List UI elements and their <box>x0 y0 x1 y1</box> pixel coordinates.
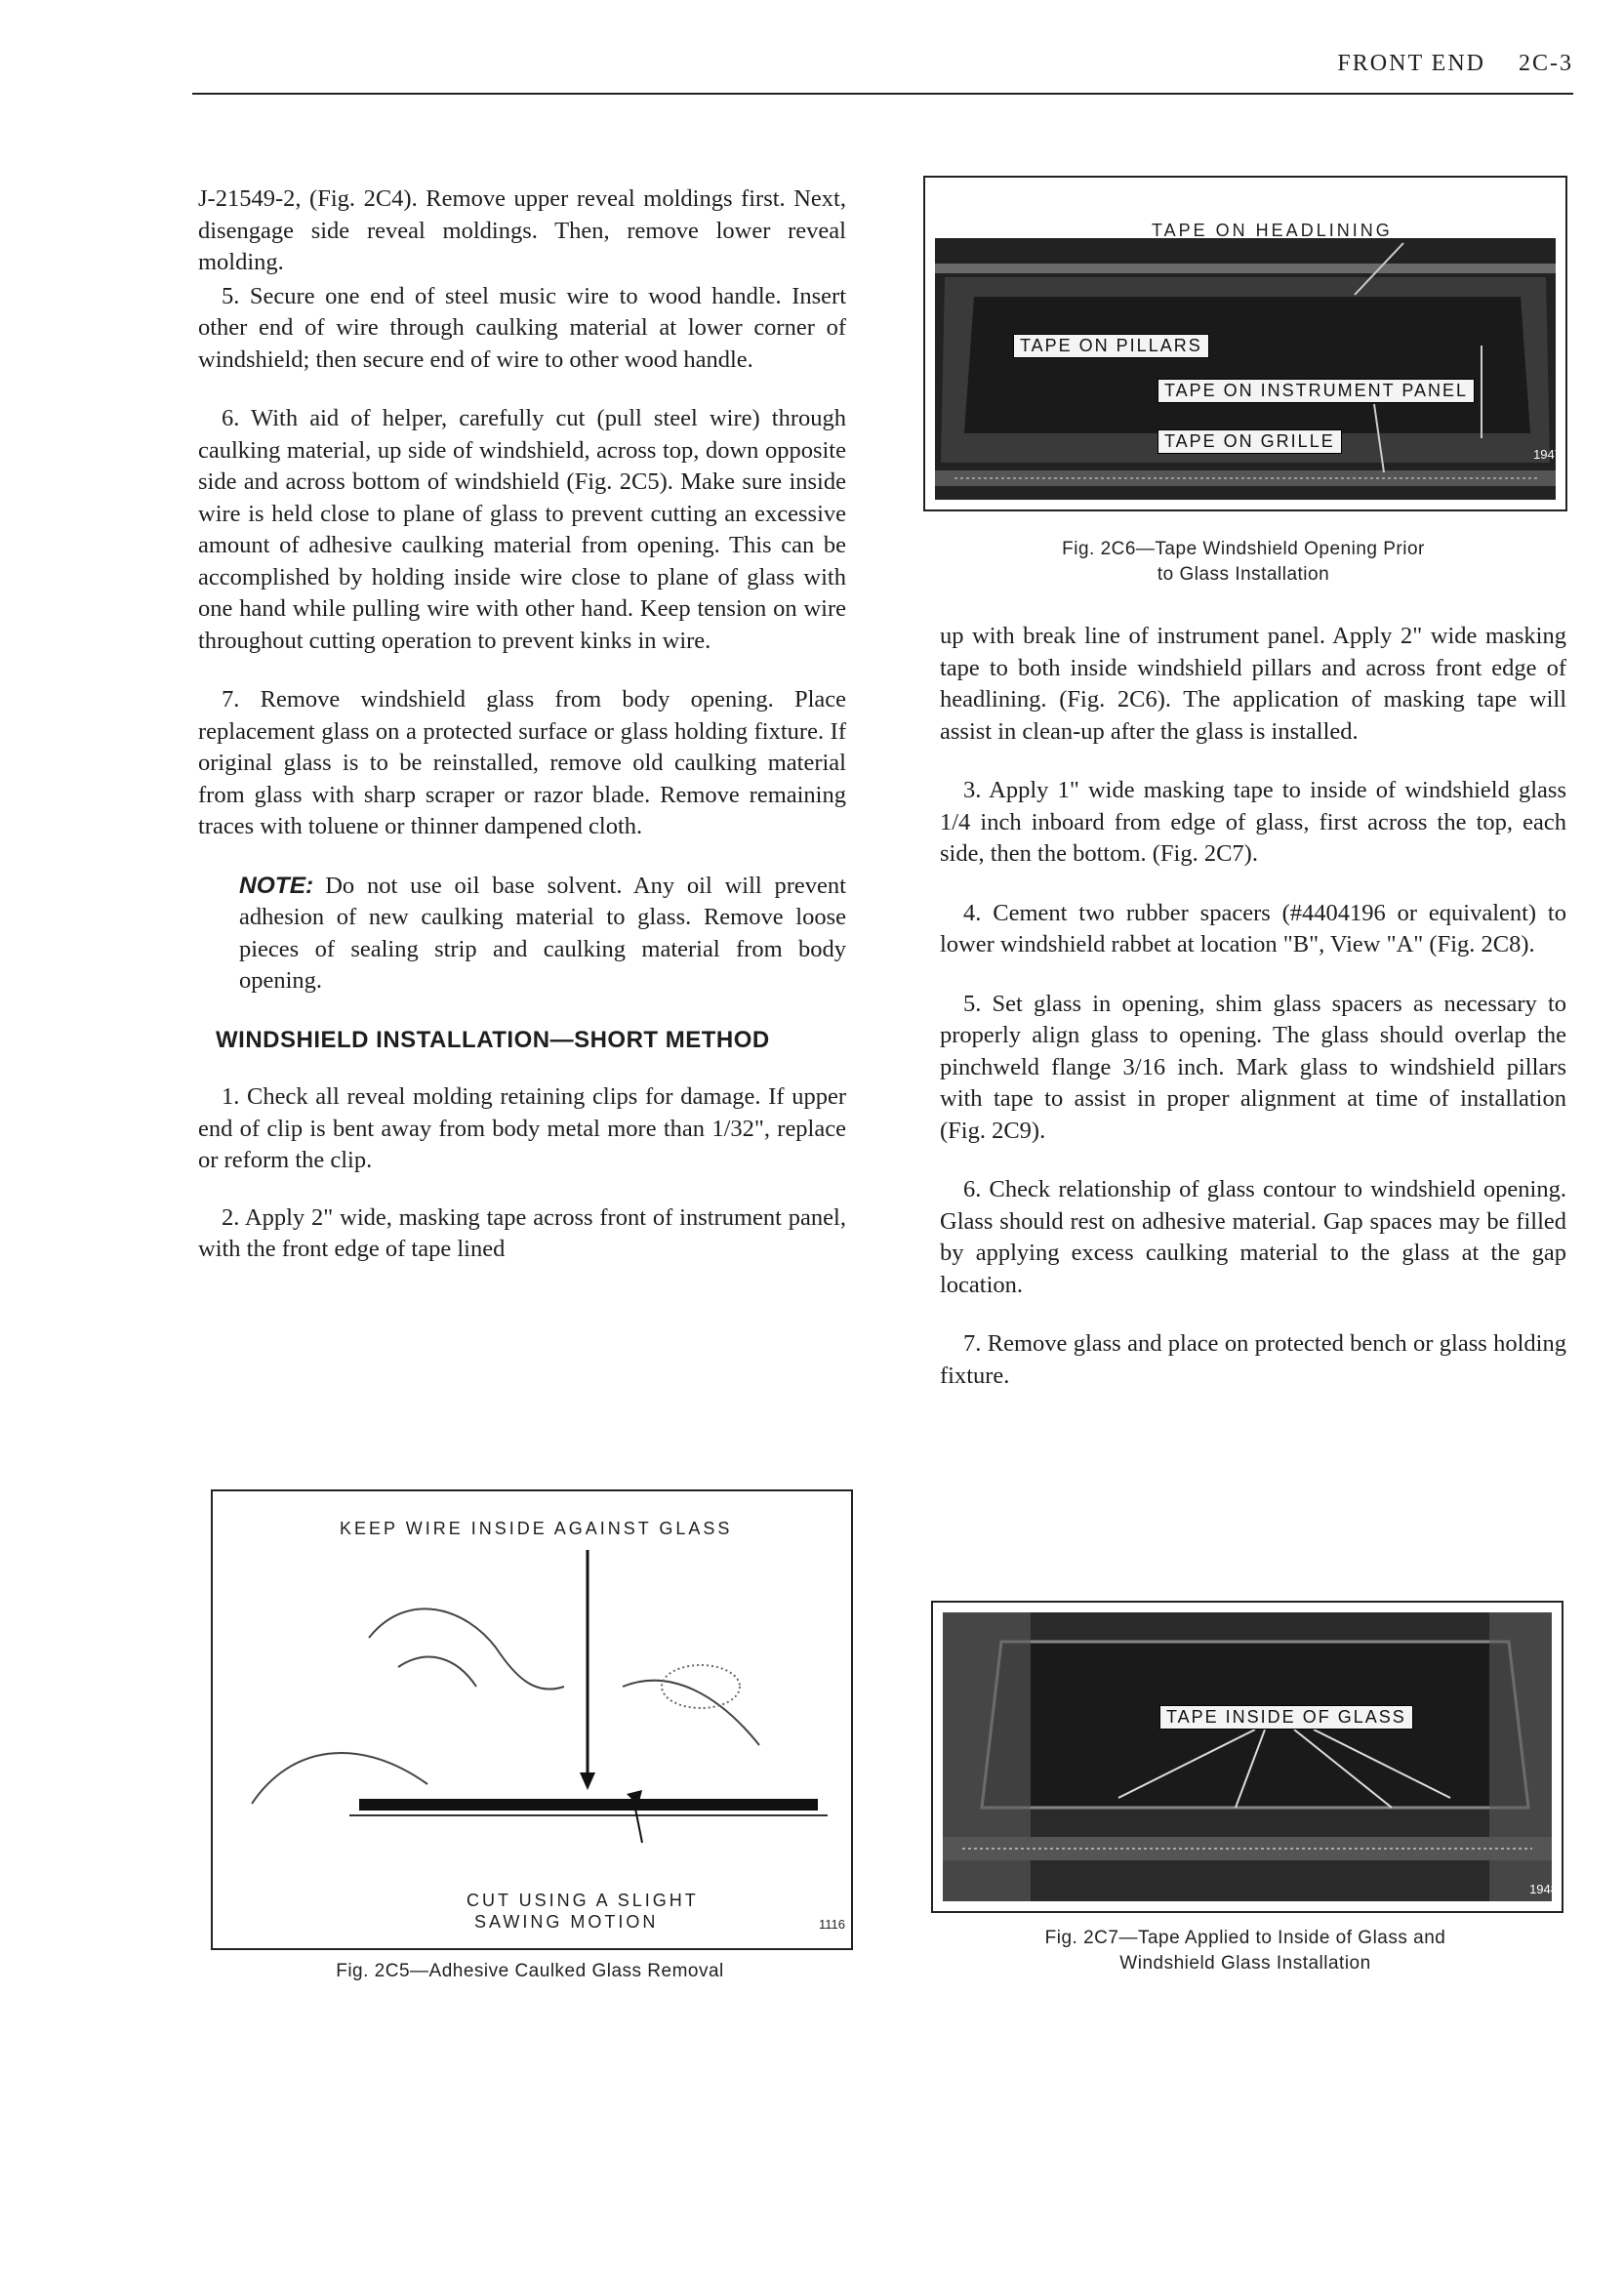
figure-2c5 <box>211 1489 853 1950</box>
label-line: SAWING MOTION <box>474 1912 659 1932</box>
caption-line: Windshield Glass Installation <box>1119 1953 1371 1974</box>
caulk-cutting-illustration <box>213 1550 851 1872</box>
windshield-opening-photo <box>935 238 1556 500</box>
paragraph: J-21549-2, (Fig. 2C4). Remove upper reveal moldings first. Next, disengage side reveal moldings. Then, remove lower reveal molding. <box>198 185 846 275</box>
figure-2c6-caption <box>923 537 1563 588</box>
caption-line: Fig. 2C6—Tape Windshield Opening Prior <box>1062 539 1425 559</box>
windshield-opening-illustration <box>935 238 1556 500</box>
figure-2c7-caption <box>931 1926 1560 1976</box>
figure-2c7 <box>931 1601 1563 1913</box>
paragraph: up with break line of instrument panel. Apply 2" wide masking tape to both inside windshield pillars and across front edge of headlining. (Fig. 2C6). The application of masking tape will assist in clean-up after the glass is installed. <box>940 623 1566 745</box>
figure-2c5-caption: Fig. 2C5—Adhesive Caulked Glass Removal <box>336 1961 724 1981</box>
paragraph: 3. Apply 1" wide masking tape to inside of windshield glass 1/4 inch inboard from edge of glass, first across the top, each side, then the bottom. (Fig. 2C7). <box>940 777 1566 867</box>
paragraph: 7. Remove windshield glass from body opening. Place replacement glass on a protected surface or glass holding fixture. If original glass is to be reinstalled, remove old caulking material from glass with sharp scraper or razor blade. Remove remaining traces with toluene or thinner dampened cloth. <box>198 686 846 839</box>
note-text: Do not use oil base solvent. Any oil will prevent adhesion of new caulking material to glass. Remove loose pieces of sealing strip and caulking material from body opening. <box>239 872 846 994</box>
right-column <box>940 621 1566 1419</box>
tape-on-instrument-panel-label: TAPE ON INSTRUMENT PANEL <box>1157 379 1475 403</box>
note-label: NOTE: <box>239 872 314 899</box>
cut-using-sawing-label <box>467 1890 699 1933</box>
note <box>198 871 846 998</box>
tape-on-grille-label: TAPE ON GRILLE <box>1157 429 1342 454</box>
figure-number: 1116 <box>819 1917 845 1932</box>
figure-2c6 <box>923 176 1567 511</box>
section-heading: WINDSHIELD INSTALLATION—SHORT METHOD <box>216 1026 770 1053</box>
paragraph: 7. Remove glass and place on protected bench or glass holding fixture. <box>940 1330 1566 1389</box>
paragraph: 6. With aid of helper, carefully cut (pull steel wire) through caulking material, up side of windshield, across top, down opposite side and across bottom of windshield (Fig. 2C5). Make sure inside wire is held close to plane of glass to prevent cutting an excessive amount of adhesive caulking material from opening. This can be accomplished by holding inside wire close to plane of glass with one hand while pulling wire with other hand. Keep tension on wire throughout cutting operation to prevent kinks in wire. <box>198 405 846 654</box>
tape-on-headlining-label: TAPE ON HEADLINING <box>1152 221 1393 240</box>
section-title: FRONT END <box>1337 51 1485 76</box>
paragraph: 1. Check all reveal molding retaining clips for damage. If upper end of clip is bent away from body metal more than 1/32", replace or reform the clip. <box>198 1083 846 1173</box>
paragraph: 5. Set glass in opening, shim glass spacers as necessary to properly align glass to opening. The glass should overlap the pinchweld flange 3/16 inch. Mark glass to windshield pillars with tape to assist in proper alignment at time of installation (Fig. 2C9). <box>940 990 1566 1144</box>
running-header <box>1312 51 1573 77</box>
figure-number: 1948 <box>1529 1882 1558 1896</box>
paragraph: 6. Check relationship of glass contour to windshield opening. Glass should rest on adhesive material. Gap spaces may be filled by applying excess caulking material to the glass at the gap location. <box>940 1176 1566 1298</box>
paragraph: 2. Apply 2" wide, masking tape across front of instrument panel, with the front edge of tape lined <box>198 1203 846 1262</box>
glass-tape-photo <box>943 1612 1552 1901</box>
glass-tape-illustration <box>943 1612 1552 1901</box>
page-number: 2C-3 <box>1519 51 1573 76</box>
paragraph: 4. Cement two rubber spacers (#4404196 or equivalent) to lower windshield rabbet at location "B", View "A" (Fig. 2C8). <box>940 899 1566 957</box>
label-line: CUT USING A SLIGHT <box>467 1891 699 1910</box>
caption-line: to Glass Installation <box>1157 564 1330 585</box>
tape-inside-of-glass-label: TAPE INSIDE OF GLASS <box>1159 1705 1413 1730</box>
header-rule <box>192 93 1573 95</box>
paragraph: 5. Secure one end of steel music wire to wood handle. Insert other end of wire through caulking material at lower corner of windshield; then secure end of wire to other wood handle. <box>198 282 846 373</box>
keep-wire-inside-label: KEEP WIRE INSIDE AGAINST GLASS <box>340 1519 733 1538</box>
tape-on-pillars-label: TAPE ON PILLARS <box>1013 334 1209 358</box>
left-column <box>198 183 846 1293</box>
caption-line: Fig. 2C7—Tape Applied to Inside of Glass and <box>1044 1928 1446 1948</box>
figure-number: 1947 <box>1533 447 1562 462</box>
